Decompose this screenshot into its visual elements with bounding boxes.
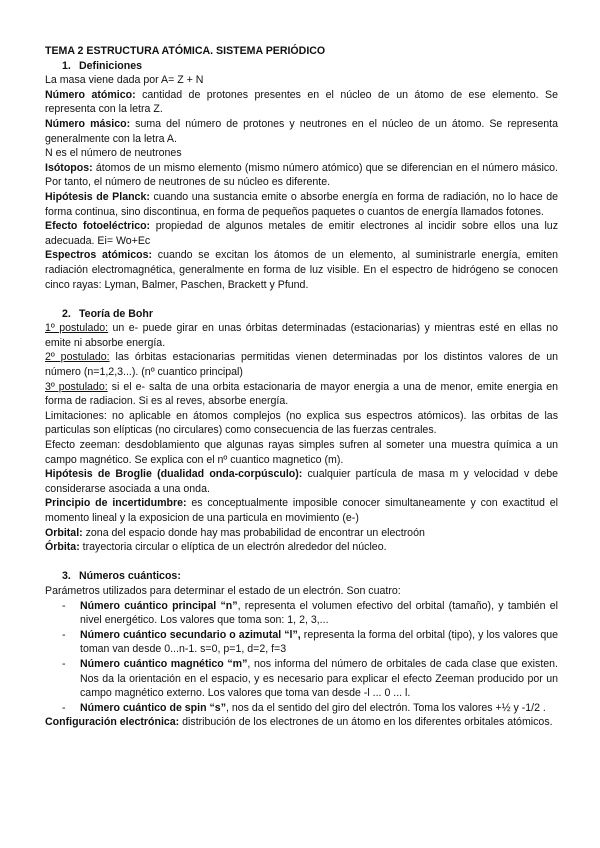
- limitaciones: Limitaciones: no aplicable en átomos complejos (no explica sus espectros atómicos). las orbitas de las particulas son elípticas (no circulares) como consecuencia de las fuerzas centrales.: [45, 409, 558, 437]
- definition-configuracion: [45, 715, 558, 730]
- postulado-2: [45, 350, 558, 379]
- numeros-cuanticos-list: [45, 599, 558, 716]
- term: Número másico:: [45, 117, 131, 130]
- definition-planck: [45, 190, 558, 219]
- dash-bullet: -: [62, 657, 66, 670]
- term: Número cuántico secundario o azimutal “l”,: [80, 628, 301, 641]
- definition-text: zona del espacio donde hay mas probabilidad de encontrar un electroón: [82, 526, 425, 539]
- definition-isotopos: [45, 161, 558, 190]
- definition-orbital: [45, 526, 558, 541]
- efecto-zeeman: Efecto zeeman: desdoblamiento que algunas rayas simples sufren al someter una muestra química a un campo magnético. Se explica con el nº cuantico magnetico (m).: [45, 439, 558, 466]
- definition-text: trayectoria circular o elíptica de un electrón alrededor del núcleo.: [79, 541, 387, 554]
- definition-text: cuando se excitan los átomos de un elemento, al suministrarle energía, emiten radiación electromagnética, generalmente en forma de luz visible. En el espectro de hidrógeno se conocen cinco rayas: Lyman, Balmer, Paschen, Brackett y Pfund.: [45, 249, 558, 291]
- item-text: , nos informa del número de orbitales de cada clase que existen. Nos da la orientación en el espacio, y es necesario para explicar el efecto Zeeman producido por un campo magnético externo. Los valores que toma van desde -l ... 0 ... l.: [80, 657, 558, 700]
- definition-espectros: [45, 248, 558, 292]
- term: Hipótesis de Planck:: [45, 190, 150, 203]
- definition-text: cantidad de protones presentes en el núcleo de un átomo de ese elemento. Se representa con la letra Z.: [45, 88, 558, 116]
- item-text: , nos da el sentido del giro del electrón. Toma los valores +½ y -1/2 .: [226, 701, 546, 714]
- postulado-3: [45, 380, 558, 409]
- definition-text: propiedad de algunos metales de emitir electrones al incidir sobre ellos una luz adecuada. Ei= Wo+Ec: [45, 220, 559, 247]
- numeros-cuanticos-intro: Parámetros utilizados para determinar el estado de un electrón. Son cuatro:: [45, 584, 401, 597]
- section-title: Definiciones: [79, 59, 142, 72]
- section-title: Teoría de Bohr: [79, 307, 153, 320]
- definition-incertidumbre: [45, 496, 558, 525]
- term: Número cuántico de spin “s”: [80, 701, 226, 714]
- definition-fotoelectrico: [45, 219, 558, 248]
- term: Configuración electrónica:: [45, 716, 180, 729]
- item-text: , representa el volumen efectivo del orbital (tamaño), y también el nivel energético. Los valores que toma son: 1, 2, 3,...: [80, 599, 559, 627]
- section-title: Números cuánticos:: [79, 570, 181, 583]
- postulado-label: 3º postulado:: [45, 380, 108, 393]
- section-number: 1.: [62, 59, 71, 72]
- dash-bullet: -: [62, 599, 66, 612]
- term: Efecto fotoeléctrico:: [45, 220, 151, 233]
- masa-line: La masa viene dada por A= Z + N: [45, 74, 204, 87]
- definition-numero-masico: [45, 117, 558, 146]
- definition-text: suma del número de protones y neutrones en el núcleo de un átomo. Se representa generalmente con la letra A.: [45, 117, 558, 145]
- definition-text: cuando una sustancia emite o absorbe energía en forma de radiación, no lo hace de forma continua, sino discontinua, en forma de pequeños paquetes o cuantos de energía llamados fotones.: [45, 190, 558, 218]
- section-heading-definiciones: [45, 59, 558, 74]
- definition-orbita: [45, 540, 558, 555]
- neutrones-line: N es el número de neutrones: [45, 147, 182, 160]
- definition-broglie: [45, 467, 558, 496]
- term: Número cuántico magnético “m”: [80, 657, 248, 670]
- list-item: [45, 628, 558, 657]
- term: Espectros atómicos:: [45, 249, 153, 262]
- document-page: [45, 44, 558, 730]
- postulado-1: [45, 321, 558, 350]
- dash-bullet: -: [62, 628, 66, 641]
- section-heading-bohr: [45, 307, 558, 322]
- section-number: 2.: [62, 307, 71, 320]
- term: Hipótesis de Broglie (dualidad onda-corpúsculo):: [45, 468, 303, 481]
- term: Orbital:: [45, 526, 83, 539]
- dash-bullet: -: [62, 701, 66, 714]
- postulado-text: un e- puede girar en unas órbitas determinadas (estacionarias) y mientras esté en ellas no emite ni absorbe energía.: [45, 322, 558, 349]
- term: Isótopos:: [45, 161, 93, 174]
- term: Número cuántico principal “n”: [80, 599, 238, 612]
- section-heading-numeros-cuanticos: [45, 569, 558, 584]
- postulado-text: si el e- salta de una orbita estacionaria de mayor energia a una de menor, emite energia en forma de radiacion. Si es al reves, absorbe energía.: [45, 380, 559, 408]
- definition-text: átomos de un mismo elemento (mismo número atómico) que se diferencian en el número másico. Por tanto, el número de neutrones de su núcleo es diferente.: [45, 161, 558, 189]
- postulado-label: 2º postulado:: [45, 351, 110, 364]
- postulado-label: 1º postulado:: [45, 322, 109, 335]
- spacer: [45, 292, 558, 307]
- term: Principio de incertidumbre:: [45, 497, 187, 510]
- term: Número atómico:: [45, 88, 136, 101]
- definition-text: es conceptualmente imposible conocer simultaneamente y con exactitud el momento lineal y la exposicion de una particula en movimiento (e-): [45, 497, 558, 524]
- section-number: 3.: [62, 570, 71, 583]
- list-item: [45, 701, 558, 716]
- definition-text: distribución de los electrones de un átomo en los diferentes orbitales atómicos.: [179, 716, 553, 729]
- list-item: [45, 657, 558, 701]
- list-item: [45, 599, 558, 628]
- document-title: TEMA 2 ESTRUCTURA ATÓMICA. SISTEMA PERIÓDICO: [45, 45, 326, 57]
- term: Órbita:: [45, 541, 80, 554]
- definition-text: cualquier partícula de masa m y velocidad v debe considerarse asociada a una onda.: [45, 468, 558, 495]
- definition-numero-atomico: [45, 88, 558, 117]
- postulado-text: las órbitas estacionarias permitidas vienen determinadas por los distintos valores de un número (n=1,2,3...). (nº cuantico principal): [45, 351, 558, 379]
- spacer: [45, 555, 558, 570]
- item-text: representa la forma del orbital (tipo), y los valores que toman van desde 0...n-1. s=0, p=1, d=2, f=3: [80, 628, 558, 656]
